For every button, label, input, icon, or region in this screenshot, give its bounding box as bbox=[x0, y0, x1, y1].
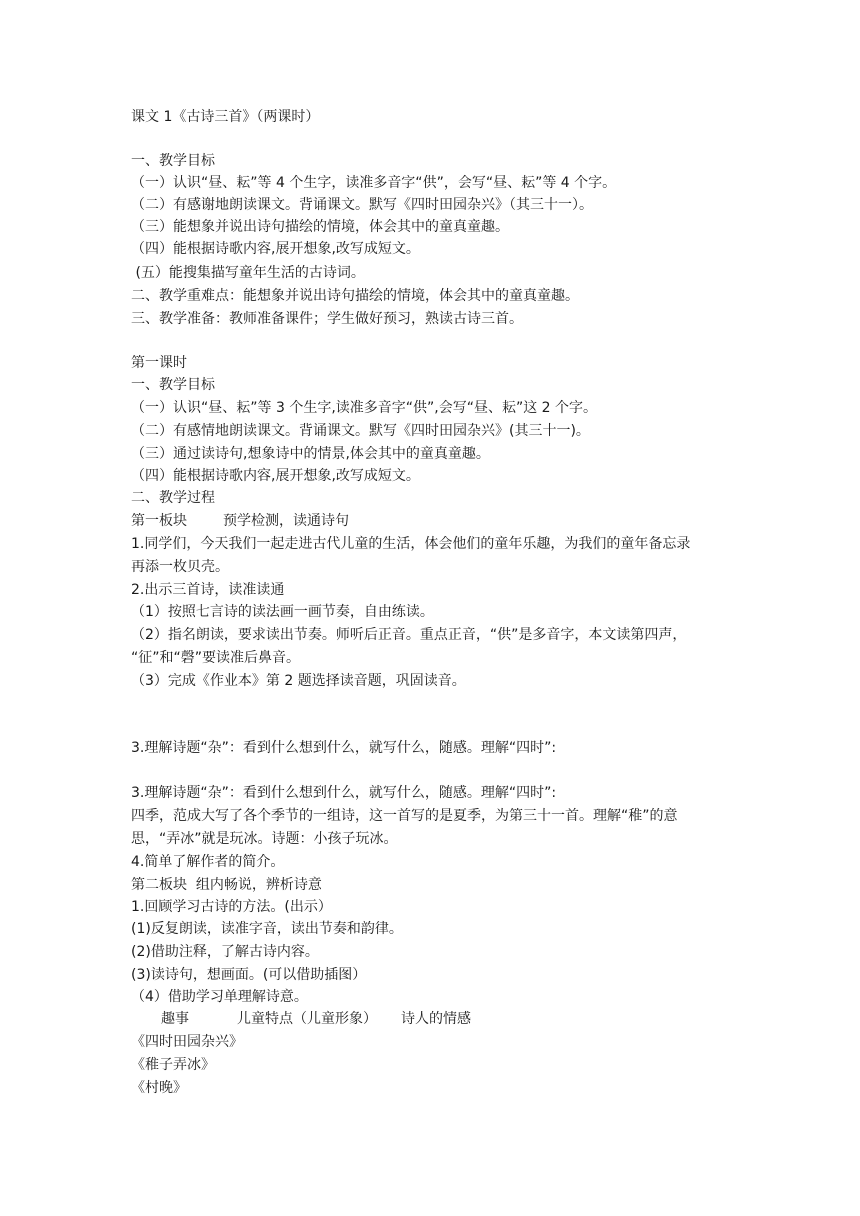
list-item: (1)反复朗读，读准字音，读出节奏和韵律。 bbox=[131, 921, 403, 937]
goal-item: （二）有感谢地朗读课文。背诵课文。默写《四时田园杂兴》（其三十一）。 bbox=[131, 197, 593, 213]
goal-item: （三）能想象并说出诗句描绘的情境，体会其中的童真童趣。 bbox=[131, 219, 509, 235]
list-item: (2)借助注释，了解古诗内容。 bbox=[131, 944, 319, 960]
table-row-label: 《四时田园杂兴》 bbox=[131, 1034, 243, 1050]
lesson1-goal-item: （四）能根据诗歌内容,展开想象,改写成短文。 bbox=[131, 468, 420, 484]
paragraph: 3.理解诗题“杂”：看到什么想到什么，就写什么，随感。理解“四时”: bbox=[131, 785, 557, 801]
process-heading: 二、教学过程 bbox=[131, 490, 215, 506]
paragraph: 2.出示三首诗，读准读通 bbox=[131, 582, 285, 598]
list-item: “征”和“磬”要读准后鼻音。 bbox=[131, 650, 301, 666]
table-row-label: 《村晚》 bbox=[131, 1080, 187, 1096]
lesson1-goals-heading: 一、教学目标 bbox=[131, 377, 215, 393]
list-item: （3）完成《作业本》第 2 题选择读音题，巩固读音。 bbox=[131, 673, 466, 689]
table-row-label: 《稚子弄冰》 bbox=[131, 1057, 215, 1073]
goal-item: （一）认识“昼、耘”等 4 个生字，读准多音字“供”，会写“昼、耘”等 4 个字。 bbox=[131, 175, 617, 191]
lesson-title: 课文 1《古诗三首》（两课时） bbox=[131, 109, 320, 125]
lesson1-goal-item: （二）有感情地朗读课文。背诵课文。默写《四时田园杂兴》(其三十一)。 bbox=[131, 423, 590, 439]
paragraph: 1.回顾学习古诗的方法。(出示） bbox=[131, 899, 332, 915]
block1-heading bbox=[131, 510, 740, 532]
paragraph: 再添一枚贝壳。 bbox=[131, 559, 229, 575]
table-header: 诗人的情感 bbox=[401, 1011, 471, 1027]
table-header-row bbox=[131, 1008, 740, 1030]
paragraph: 1.同学们，今天我们一起走进古代儿童的生活，体会他们的童年乐趣，为我们的童年备忘录 bbox=[131, 536, 691, 552]
table-header: 儿童特点（儿童形象） bbox=[237, 1011, 377, 1027]
paragraph: 思，“弄冰”就是玩冰。诗题：小孩子玩冰。 bbox=[131, 831, 398, 847]
lesson1-goal-item: （三）通过读诗句,想象诗中的情景,体会其中的童真童趣。 bbox=[131, 446, 490, 462]
block1-title: 预学检测，读通诗句 bbox=[223, 513, 349, 529]
block2-heading: 第二板块 组内畅说，辨析诗意 bbox=[131, 877, 322, 893]
lesson1-heading: 第一课时 bbox=[131, 355, 187, 371]
list-item: （2）指名朗读，要求读出节奏。师听后正音。重点正音，“供”是多音字，本文读第四声， bbox=[131, 627, 687, 643]
list-item: （4）借助学习单理解诗意。 bbox=[131, 989, 308, 1005]
table-header: 趣事 bbox=[161, 1011, 189, 1027]
goal-item: (五）能搜集描写童年生活的古诗词。 bbox=[131, 265, 365, 281]
paragraph: 4.简单了解作者的简介。 bbox=[131, 854, 285, 870]
list-item: (3)读诗句，想画面。(可以借助插图） bbox=[131, 967, 367, 983]
list-item: （1）按照七言诗的读法画一画节奏，自由练读。 bbox=[131, 604, 434, 620]
lesson1-goal-item: （一）认识“昼、耘”等 3 个生字,读准多音字“供”,会写“昼、耘”这 2 个字。 bbox=[131, 400, 598, 416]
goals-heading: 一、教学目标 bbox=[131, 153, 215, 169]
block1-label: 第一板块 bbox=[131, 513, 187, 529]
goal-item: （四）能根据诗歌内容,展开想象,改写成短文。 bbox=[131, 241, 420, 257]
key-points: 二、教学重难点：能想象并说出诗句描绘的情境，体会其中的童真童趣。 bbox=[131, 288, 579, 304]
preparation: 三、教学准备：教师准备课件；学生做好预习，熟读古诗三首。 bbox=[131, 311, 523, 327]
paragraph: 四季，范成大写了各个季节的一组诗，这一首写的是夏季，为第三十一首。理解“稚”的意 bbox=[131, 808, 678, 824]
paragraph: 3.理解诗题“杂”：看到什么想到什么，就写什么，随感。理解“四时”: bbox=[131, 740, 557, 756]
